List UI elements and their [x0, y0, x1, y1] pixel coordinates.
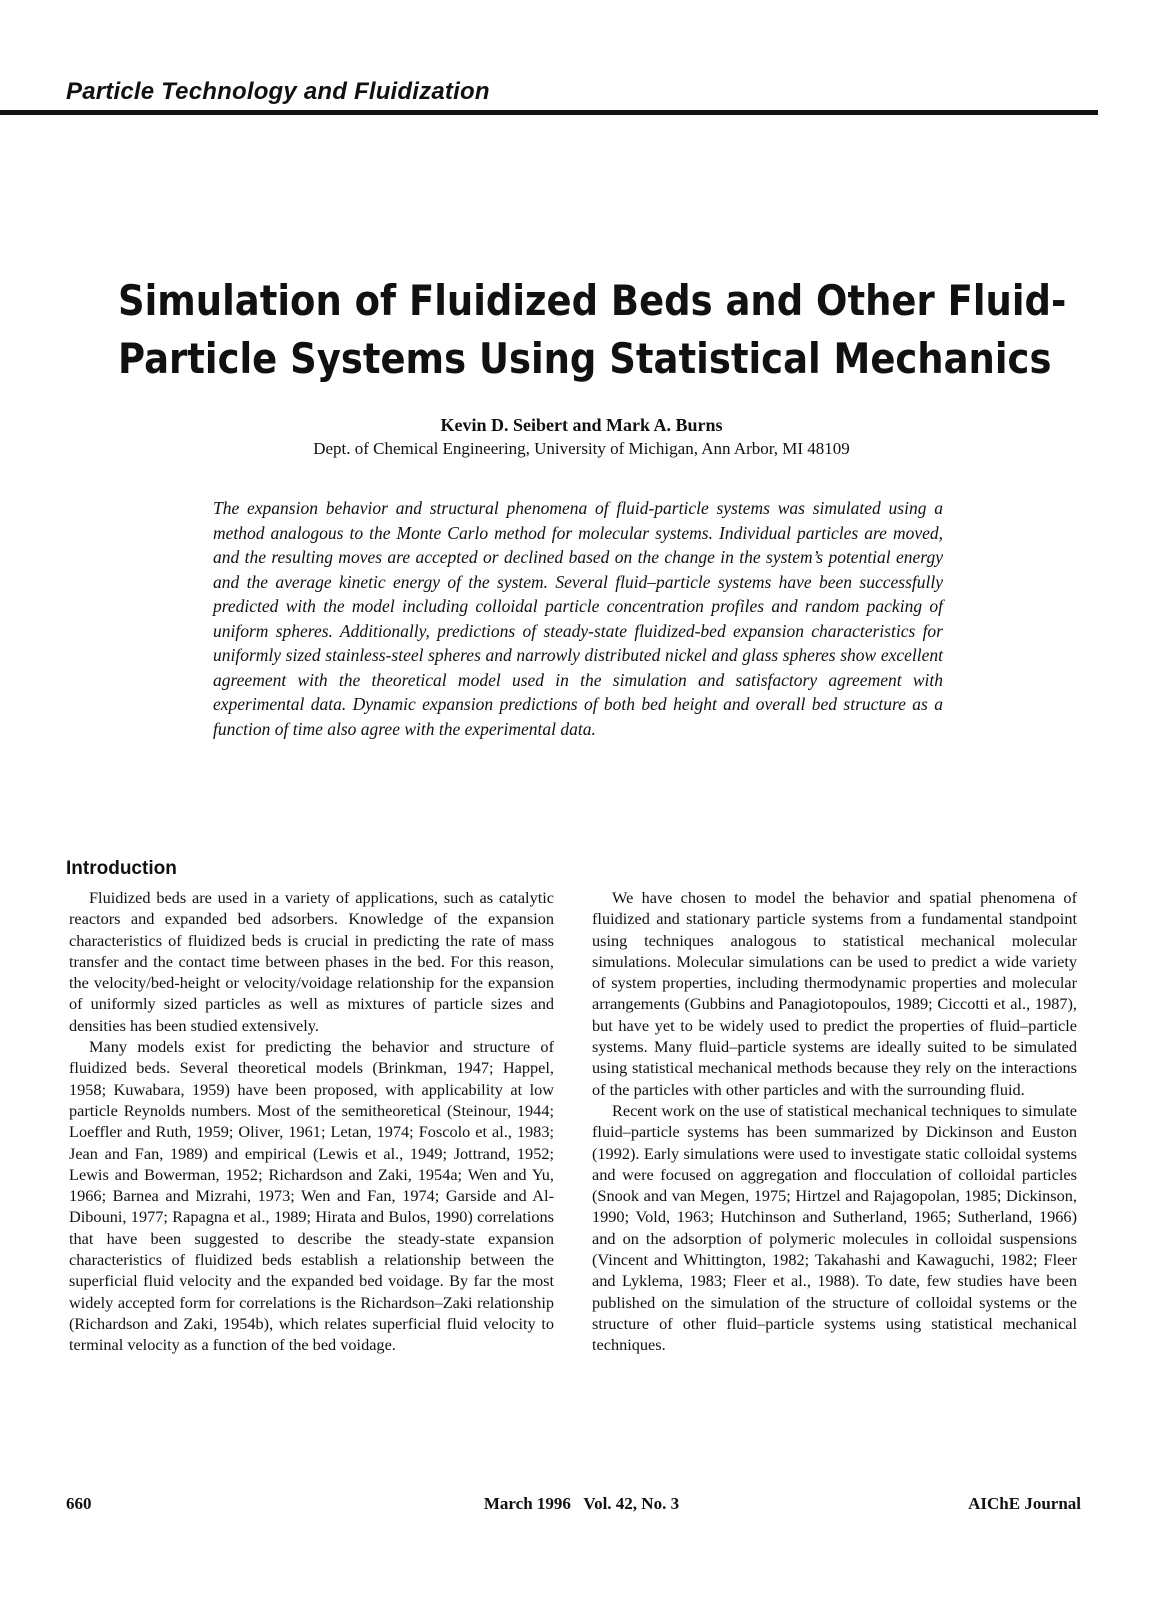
title-line-2: Particle Systems Using Statistical Mechanics: [118, 334, 1052, 383]
author-names: Kevin D. Seibert and Mark A. Burns: [440, 415, 723, 435]
introduction-heading: Introduction: [66, 858, 177, 879]
paragraph: Fluidized beds are used in a variety of applications, such as catalytic reactors and expanded bed adsorbers. Knowledge of the expansion characteristics of fluidized beds is crucial in predicting the rate of mass transfer and the contact time between phases in the bed. For this reason, the velocity/bed-height or velocity/voidage relationship for the expansion of uniformly sized particles as well as mixtures of particle sizes and densities has been studied extensively.: [69, 888, 554, 1035]
article-title: [118, 272, 1067, 388]
author-affiliation: Dept. of Chemical Engineering, University of Michigan, Ann Arbor, MI 48109: [313, 439, 850, 458]
title-line-1: Simulation of Fluidized Beds and Other Fluid-: [118, 276, 1067, 325]
body-column-right: [592, 887, 1077, 1356]
section-header: Particle Technology and Fluidization: [66, 78, 490, 105]
page-number: 660: [66, 1494, 92, 1513]
paragraph: We have chosen to model the behavior and spatial phenomena of fluidized and stationary particle systems from a fundamental standpoint using techniques analogous to statistical mechanical molecular simulations. Molecular simulations can be used to predict a wide variety of system properties, including thermodynamic properties and molecular arrangements (Gubbins and Panagiotopoulos, 1989; Ciccotti et al., 1987), but have yet to be widely used to predict the properties of fluid–particle systems. Many fluid–particle systems are ideally suited to be simulated using statistical mechanical methods because they rely on the interactions of the particles with other particles and with the surrounding fluid.: [592, 888, 1077, 1099]
header-rule: [0, 110, 1098, 115]
body-column-left: [69, 887, 554, 1356]
paragraph: Recent work on the use of statistical mechanical techniques to simulate fluid–particle systems has been summarized by Dickinson and Euston (1992). Early simulations were used to investigate static colloidal systems and were focused on aggregation and flocculation of colloidal particles (Snook and van Megen, 1975; Hirtzel and Rajagopolan, 1985; Dickinson, 1990; Vold, 1963; Hutchinson and Sutherland, 1965; Sutherland, 1966) and on the adsorption of polymeric molecules in colloidal suspensions (Vincent and Whittington, 1982; Takahashi and Kawaguchi, 1982; Fleer and Lyklema, 1983; Fleer et al., 1988). To date, few studies have been published on the simulation of the structure of colloidal systems or the structure of other fluid–particle systems using statistical mechanical techniques.: [592, 1100, 1077, 1355]
issue-text: March 1996 Vol. 42, No. 3: [483, 1494, 680, 1513]
paragraph: Many models exist for predicting the behavior and structure of fluidized beds. Several theoretical models (Brinkman, 1947; Happel, 1958; Kuwabara, 1959) have been proposed, with applicability at low particle Reynolds numbers. Most of the semitheoretical (Steinour, 1944; Loeffler and Ruth, 1959; Oliver, 1961; Letan, 1974; Foscolo et al., 1983; Jean and Fan, 1989) and empirical (Lewis et al., 1949; Jottrand, 1952; Lewis and Bowerman, 1952; Richardson and Zaki, 1954a; Wen and Yu, 1966; Barnea and Mizrahi, 1973; Wen and Fan, 1974; Garside and Al-Dibouni, 1977; Rapagna et al., 1989; Hirata and Bulos, 1990) correlations that have been suggested to describe the steady-state expansion characteristics of fluidized beds establish a relationship between the superficial fluid velocity and the expanded bed voidage. By far the most widely accepted form for correlations is the Richardson–Zaki relationship (Richardson and Zaki, 1954b), which relates superficial fluid velocity to terminal velocity as a function of the bed voidage.: [69, 1037, 554, 1355]
journal-name: AIChE Journal: [968, 1494, 1081, 1513]
abstract: The expansion behavior and structural phenomena of fluid-particle systems was simulated using a method analogous to the Monte Carlo method for molecular systems. Individual particles are moved, and the resulting moves are accepted or declined based on the change in the system’s potential energy and the average kinetic energy of the system. Several fluid–particle systems have been successfully predicted with the model including colloidal particle concentration profiles and random packing of uniform spheres. Additionally, predictions of steady-state fluidized-bed expansion characteristics for uniformly sized stainless-steel spheres and narrowly distributed nickel and glass spheres show excellent agreement with the theoretical model used in the simulation and satisfactory agreement with experimental data. Dynamic expansion predictions of both bed height and overall bed structure as a function of time also agree with the experimental data.: [213, 498, 943, 739]
